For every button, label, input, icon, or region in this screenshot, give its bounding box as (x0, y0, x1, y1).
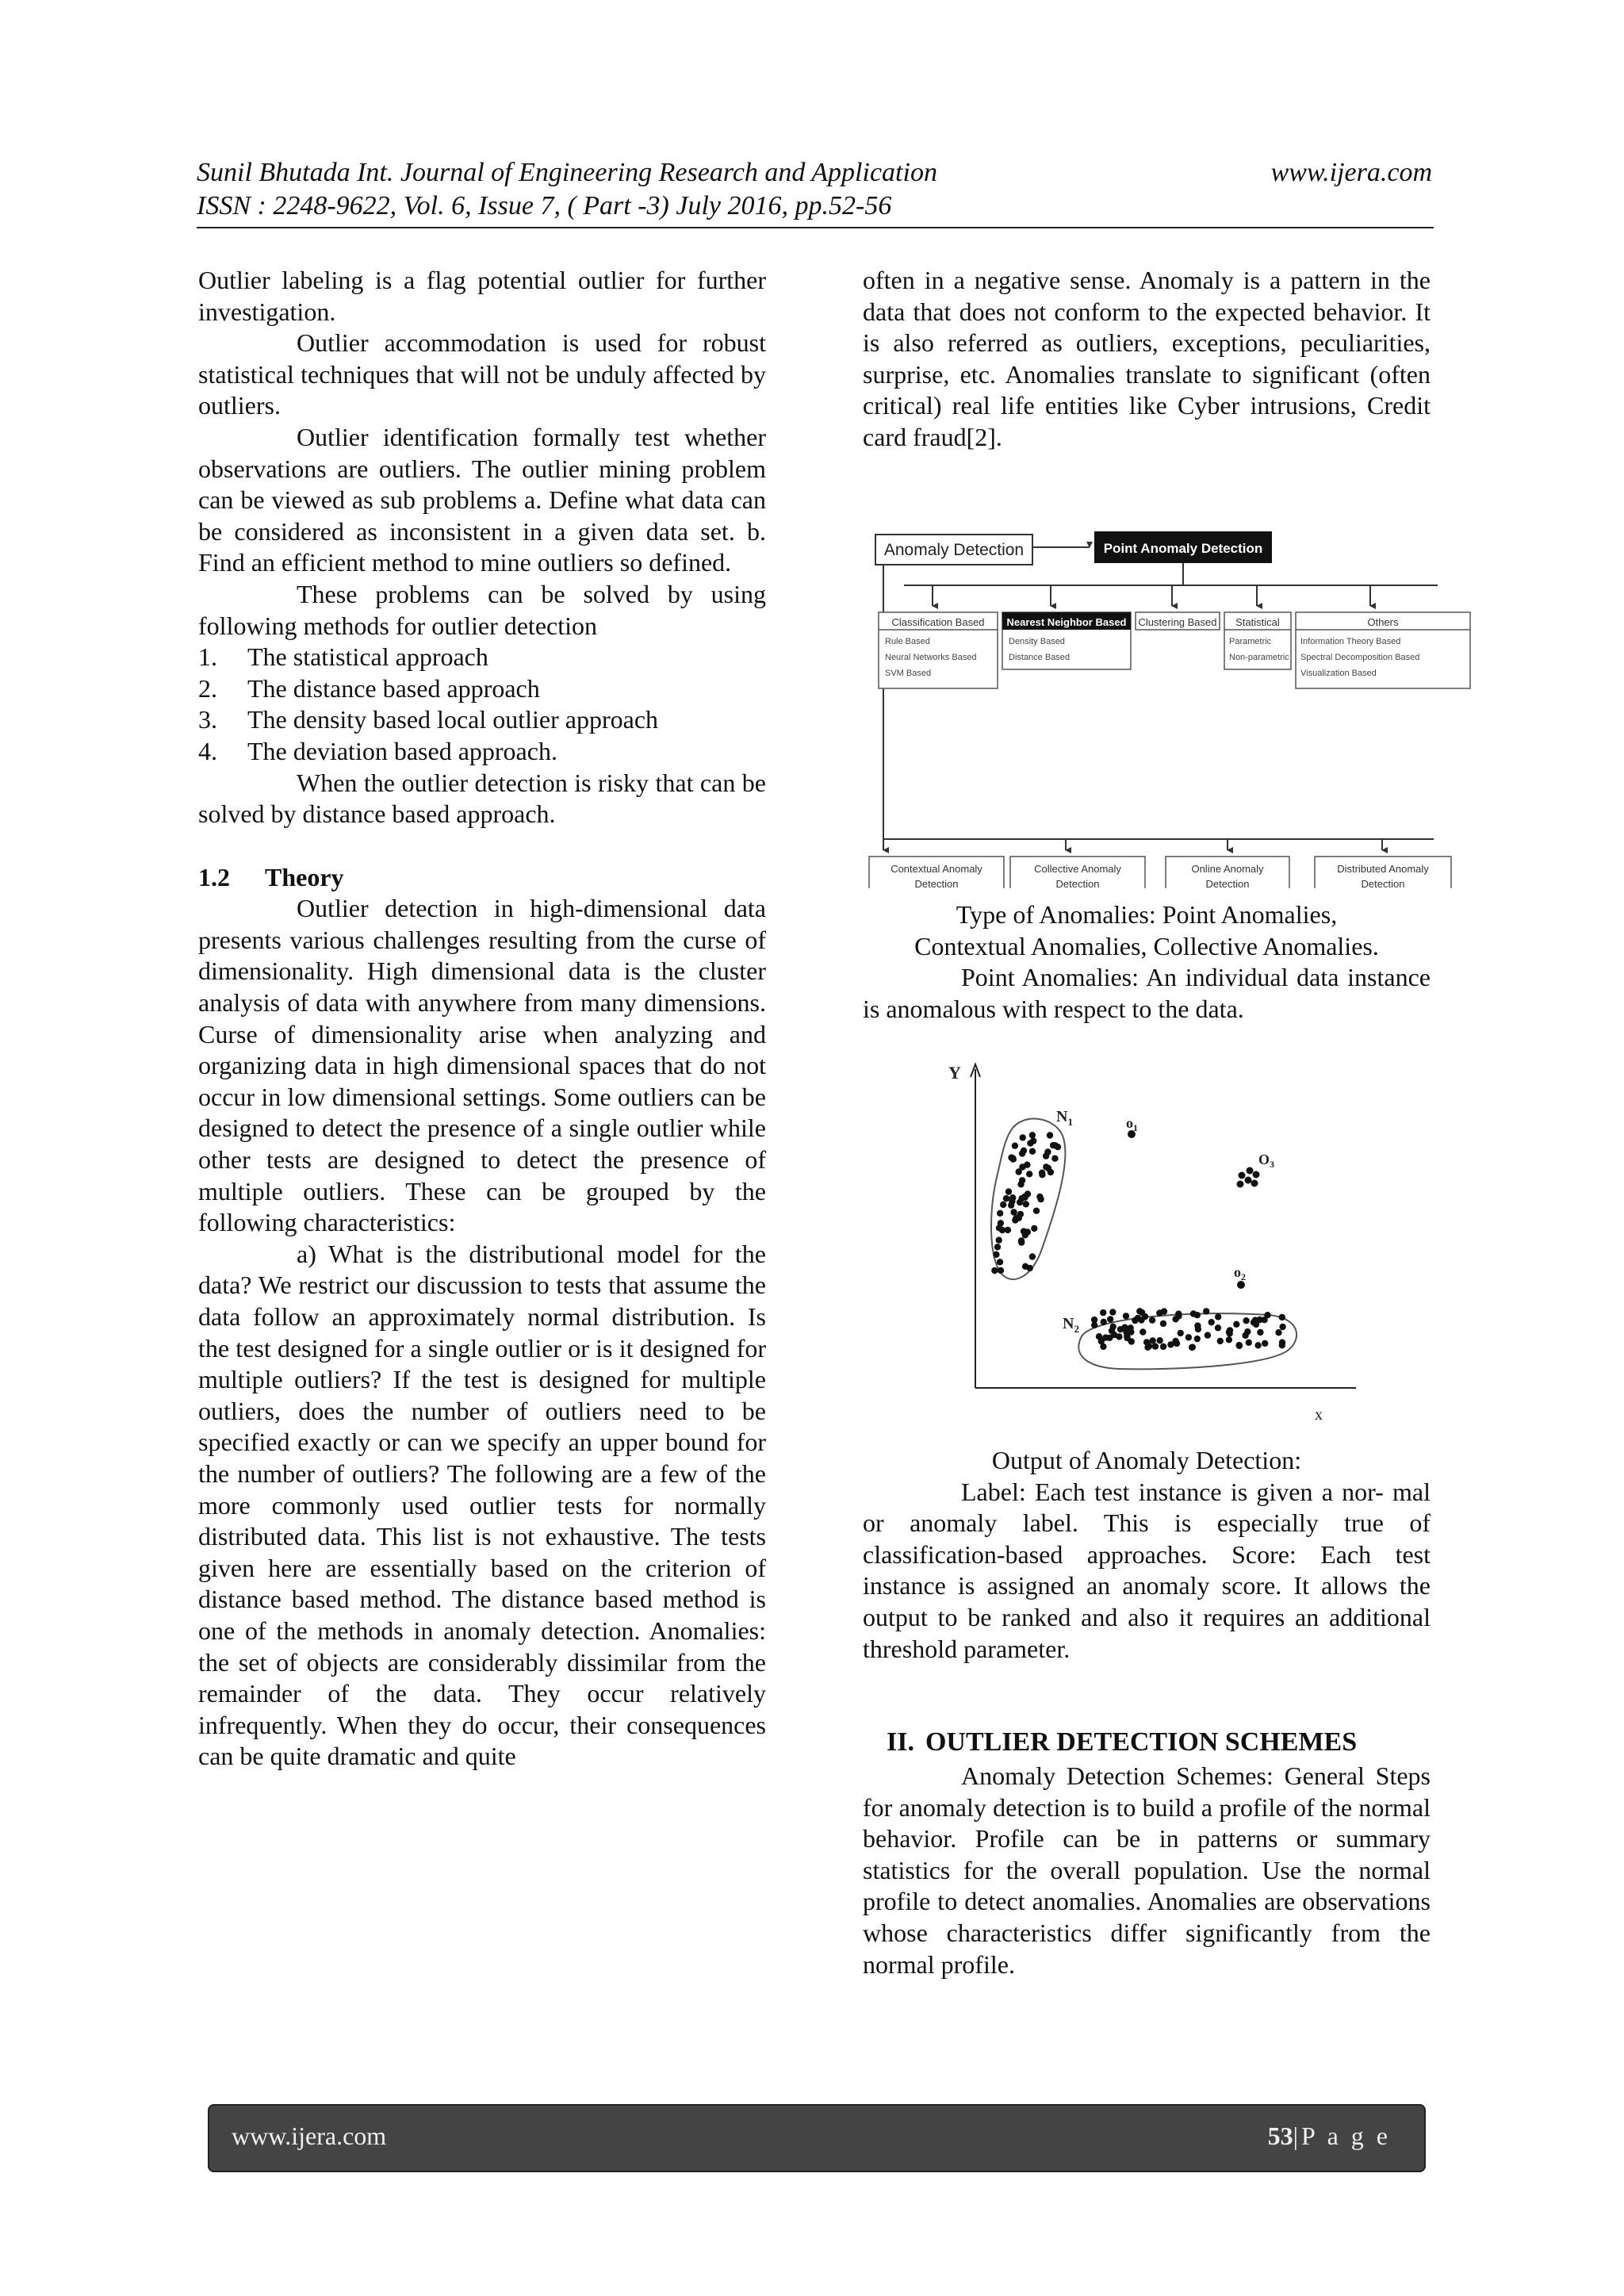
cluster-n1-point (1020, 1134, 1026, 1140)
cluster-n1-point (997, 1210, 1003, 1217)
cluster-n2-point (1178, 1330, 1184, 1336)
cluster-n1-point (1017, 1199, 1023, 1205)
cluster-n2-point (1236, 1342, 1243, 1348)
svg-text:Online Anomaly: Online Anomaly (1191, 863, 1264, 875)
svg-text:Neural Networks Based: Neural Networks Based (885, 653, 977, 662)
cluster-n2-point (1124, 1335, 1130, 1341)
cluster-n1-point (1027, 1140, 1033, 1146)
cluster-n2-point (1215, 1313, 1221, 1320)
cluster-n2-point (1096, 1333, 1102, 1340)
paragraph-outlier-labeling: Outlier labeling is a flag potential outlier for further investigation. (198, 266, 766, 326)
online-detection-node (1166, 857, 1289, 888)
anomaly-taxonomy-diagram (863, 523, 1481, 888)
paragraph-detection-schemes: Anomaly Detection Schemes: General Steps for anomaly detection is to build a profile of the normal behavior. Profile can be in patterns or summary statistics for the overall population. Use the normal profile to detect anomalies. Anomalies are observations whose characteristics differ significantly from the normal profile. (863, 1761, 1431, 1979)
cluster-n2-point (1128, 1324, 1134, 1331)
svg-text:Contextual Anomaly: Contextual Anomaly (891, 863, 982, 875)
category-nearest-neighbor (1002, 612, 1131, 669)
right-column (863, 265, 1431, 454)
x-axis-label: x (1315, 1406, 1323, 1424)
cluster-n2-point (1254, 1342, 1261, 1348)
cluster-n2-point (1194, 1336, 1201, 1342)
svg-text:Detection: Detection (1361, 878, 1405, 888)
cluster-n2-point (1226, 1328, 1232, 1335)
cluster-n1-point (1033, 1208, 1040, 1214)
journal-title: Sunil Bhutada Int. Journal of Engineering Research and Application (197, 158, 937, 187)
contextual-detection-node (869, 857, 1004, 888)
root-label: Anomaly Detection (883, 541, 1025, 559)
cluster-n2-point (1195, 1326, 1201, 1332)
cluster-n2-point (1175, 1313, 1182, 1319)
cluster-n1-point (1005, 1227, 1011, 1233)
svg-text:Nearest Neighbor Based: Nearest Neighbor Based (1006, 616, 1127, 628)
svg-text:Classification Based: Classification Based (891, 616, 985, 628)
category-statistical (1224, 612, 1291, 669)
paragraph-theory: Outlier detection in high-dimensional data presents various challenges resulting from the curse of dimensionality. High dimensional data is the cluster analysis of data with anywhere from many dimensions. Curse of dimensionality arise when analyzing and organizing data in high dimensional spaces that do not occur in low dimensional settings. Some outliers can be designed to detect the presence of a single outlier while other tests are designed to detect the presence of multiple outliers. These can be grouped by the following characteristics: (198, 894, 766, 1237)
category-others (1296, 612, 1470, 688)
cluster-n2-point (1261, 1317, 1267, 1323)
paragraph-point-anomalies: Point Anomalies: An individual data instance is anomalous with respect to the data. (863, 963, 1431, 1023)
cluster-n1-point (1029, 1148, 1036, 1155)
cluster-n2-point (1139, 1328, 1146, 1335)
issn-line: ISSN : 2248-9622, Vol. 6, Issue 7, ( Part -3) July 2016, pp.52-56 (197, 191, 892, 220)
cluster-n2-point (1275, 1329, 1281, 1336)
cluster-n1-point (1019, 1177, 1025, 1183)
cluster-n2-point (1100, 1343, 1106, 1350)
cluster-n1-point (1019, 1150, 1025, 1156)
outlier-o1-label: $o_1$ (1126, 1115, 1138, 1133)
cluster-n1-point (998, 1267, 1004, 1274)
cluster-n2-point (1110, 1324, 1116, 1330)
list-item: 2. The distance based approach (198, 673, 540, 703)
svg-text:Parametric: Parametric (1229, 637, 1272, 646)
y-axis-label: Y (948, 1063, 961, 1083)
cluster-n1-point (1022, 1263, 1028, 1270)
cluster-n1-point (1023, 1201, 1029, 1207)
right-column-lower (863, 1445, 1431, 1665)
footer-url[interactable]: www.ijera.com (232, 2122, 387, 2150)
cluster-n2-point (1257, 1329, 1263, 1336)
cluster-n1-point (1029, 1132, 1036, 1138)
cluster-n1-point (1009, 1198, 1015, 1205)
cluster-n2-point (1226, 1336, 1232, 1343)
cluster-n2-label: $N_2$ (1063, 1315, 1079, 1335)
cluster-n1-point (1051, 1156, 1058, 1162)
cluster-n2-point (1109, 1309, 1116, 1315)
header-rule (197, 227, 1434, 228)
cluster-n2-point (1101, 1319, 1107, 1325)
paragraph-distance-based: When the outlier detection is risky that can be solved by distance based approach. (198, 768, 766, 829)
cluster-n1-point (1005, 1188, 1012, 1194)
cluster-n2-point (1279, 1314, 1285, 1320)
cluster-n1-point (1037, 1196, 1044, 1202)
cluster-n1-point (1012, 1143, 1018, 1149)
left-column (198, 265, 766, 1773)
collective-detection-node (1010, 857, 1145, 888)
paragraph-outlier-accommodation: Outlier accommodation is used for robust statistical techniques that will not be unduly affected by outliers. (198, 328, 766, 420)
svg-text:Detection: Detection (1205, 878, 1250, 888)
outlier-o3-label: $O_3$ (1258, 1152, 1275, 1170)
cluster-n1-point (1031, 1225, 1037, 1232)
cluster-n1-point (1008, 1154, 1014, 1160)
distributed-detection-node (1315, 857, 1451, 888)
svg-text:Rule Based: Rule Based (885, 637, 930, 646)
svg-text:Non-parametric: Non-parametric (1229, 653, 1289, 662)
cluster-n2-point (1142, 1313, 1148, 1320)
cluster-n1-point (1016, 1215, 1022, 1221)
paragraph-methods-intro: These problems can be solved by using following methods for outlier detection (198, 579, 766, 640)
cluster-n2-point (1262, 1340, 1268, 1347)
right-column-bottom (863, 1761, 1431, 1980)
cluster-n2-point (1144, 1344, 1151, 1351)
svg-text:Visualization Based: Visualization Based (1300, 669, 1377, 678)
page-footer (208, 2104, 1426, 2172)
svg-text:Detection: Detection (1055, 878, 1100, 888)
paragraph-outlier-identification: Outlier identification formally test whether observations are outliers. The outlier mining problem can be viewed as sub problems a. Define what data can be considered as inconsistent in a given data set. b. Find an efficient method to mine outliers so defined. (198, 422, 766, 577)
cluster-n2-point (1279, 1340, 1285, 1346)
cluster-n1-label: $N_1$ (1056, 1108, 1073, 1128)
cluster-n2-point (1246, 1340, 1252, 1346)
svg-text:Detection: Detection (914, 878, 959, 888)
svg-text:Statistical: Statistical (1235, 616, 1280, 628)
cluster-n2-point (1156, 1309, 1162, 1316)
cluster-n2-point (1185, 1334, 1192, 1340)
list-item: 4. The deviation based approach. (198, 736, 557, 765)
paragraph-label-score: Label: Each test instance is given a nor- mal or anomaly label. This is especially true of classification-based approaches. Score: Each test instance is assigned an anomaly score. It allows the output to be ranked and also it requires an additional threshold parameter. (863, 1477, 1431, 1663)
cluster-n2-point (1152, 1343, 1159, 1349)
section-heading-theory (198, 862, 766, 894)
cluster-n1-point (1043, 1163, 1049, 1170)
svg-text:Collective Anomaly: Collective Anomaly (1034, 863, 1121, 875)
svg-text:SVM Based: SVM Based (885, 669, 932, 678)
cluster-n2-point (1243, 1317, 1249, 1324)
cluster-n1-point (997, 1259, 1003, 1265)
cluster-n2-point (1217, 1338, 1224, 1344)
cluster-n2-point (1215, 1324, 1221, 1331)
cluster-n1-point (1026, 1171, 1032, 1177)
outlier-o3-group (1237, 1167, 1260, 1188)
svg-text:Others: Others (1367, 616, 1399, 628)
list-item: 3. The density based local outlier approach (198, 705, 659, 734)
cluster-n2-point (1190, 1310, 1197, 1317)
section-heading-schemes (887, 1727, 1357, 1757)
right-column-mid (863, 899, 1431, 1025)
cluster-n2-point (1116, 1333, 1122, 1340)
figure-caption-types-1: Type of Anomalies: Point Anomalies, (956, 900, 1338, 929)
cluster-n2-point (1149, 1317, 1155, 1323)
cluster-n2-point (1242, 1332, 1248, 1339)
cluster-n1-point (993, 1251, 999, 1258)
cluster-n2-point (1121, 1324, 1128, 1331)
cluster-n1-point (1055, 1144, 1061, 1150)
cluster-n1-point (1022, 1232, 1028, 1238)
cluster-n2-point (1150, 1337, 1156, 1343)
outlier-o2-label: $o_2$ (1234, 1264, 1246, 1282)
cluster-n2-point (1160, 1343, 1166, 1350)
cluster-n2-point (1160, 1320, 1166, 1327)
section-heading-text: OUTLIER DETECTION SCHEMES (925, 1727, 1358, 1757)
cluster-n2-point (1132, 1317, 1138, 1324)
cluster-n1-point (1047, 1132, 1053, 1138)
cluster-n1-point (1029, 1253, 1036, 1259)
svg-text:Clustering Based: Clustering Based (1138, 616, 1217, 628)
figure-caption-types-2: Contextual Anomalies, Collective Anomalies. (914, 931, 1379, 960)
svg-text:Distance Based: Distance Based (1009, 653, 1071, 662)
section-roman-numeral: II. (887, 1727, 914, 1757)
anomaly-scatter-figure (936, 1055, 1380, 1435)
cluster-n2-point (1157, 1337, 1163, 1343)
cluster-n1-point (1039, 1170, 1045, 1176)
category-clustering (1136, 612, 1220, 630)
category-classification (879, 612, 998, 688)
cluster-n2-point (1205, 1332, 1211, 1338)
cluster-n1-point (1048, 1169, 1054, 1175)
paragraph-distributional-model: a) What is the distributional model for the data? We restrict our discussion to tests that assume the data follow an approximately normal distribution. Is the test designed for a single outlier or is it designed for multiple outliers? If the test is designed for multiple outliers, does the number of outliers need to be specified exactly or can we specify an upper bound for the number of outliers? The following are a few of the more commonly used outlier tests for normally distributed data. This list is not exhaustive. The tests given here are essentially based on the criterion of distance based method. The distance based method is one of the methods in anomaly detection. Anomalies: the set of objects are considerably dissimilar from the remainder of the data. They occur relatively infrequently. When they do occur, their consequences can be quite dramatic and quite (198, 1239, 766, 1771)
svg-text:Distributed Anomaly: Distributed Anomaly (1337, 863, 1429, 875)
svg-text:Information Theory Based: Information Theory Based (1300, 637, 1401, 646)
cluster-n1-point (1019, 1163, 1025, 1170)
cluster-n2-point (1107, 1316, 1113, 1322)
cluster-n1-point (1018, 1237, 1025, 1244)
point-anomaly-label: Point Anomaly Detection (1103, 541, 1263, 556)
svg-text:Spectral Decomposition Based: Spectral Decomposition Based (1300, 653, 1420, 662)
cluster-n2-point (1091, 1322, 1097, 1328)
list-item: 1. The statistical approach (198, 642, 488, 672)
cluster-n2-point (1203, 1308, 1209, 1314)
methods-list (198, 642, 766, 767)
cluster-n2-point (1100, 1309, 1106, 1316)
cluster-n2-point (1167, 1341, 1174, 1347)
cluster-n1-point (998, 1220, 1004, 1226)
cluster-n1-point (1044, 1148, 1051, 1155)
cluster-n1-point (1010, 1209, 1017, 1215)
figure-caption-output: Output of Anomaly Detection: (991, 1446, 1302, 1474)
svg-text:Density Based: Density Based (1009, 637, 1065, 646)
journal-url[interactable]: www.ijera.com (1270, 158, 1432, 187)
cluster-n1-point (1000, 1202, 1006, 1208)
page-number: 53|P a g e (1267, 2122, 1391, 2150)
cluster-n1-point (996, 1237, 1002, 1244)
running-header (197, 157, 1432, 189)
paragraph-anomaly-definition: often in a negative sense. Anomaly is a pattern in the data that does not conform to the expected behavior. It is also referred as outliers, exceptions, peculiarities, surprise, etc. Anomalies translate to significant (often critical) real life entities like Cyber intrusions, Credit card fraud[2]. (863, 266, 1431, 451)
cluster-n1-point (994, 1244, 1001, 1250)
cluster-n1-point (1003, 1195, 1009, 1202)
cluster-n1-point (991, 1267, 998, 1274)
cluster-n2-point (1251, 1318, 1258, 1324)
cluster-n2-point (1233, 1321, 1239, 1328)
cluster-n2-point (1279, 1324, 1285, 1330)
cluster-n2-point (1123, 1313, 1129, 1319)
cluster-n2-point (1208, 1319, 1215, 1325)
section-number: 1.2 (198, 862, 230, 891)
cluster-n2-point (1189, 1344, 1195, 1351)
section-title: Theory (265, 862, 344, 891)
